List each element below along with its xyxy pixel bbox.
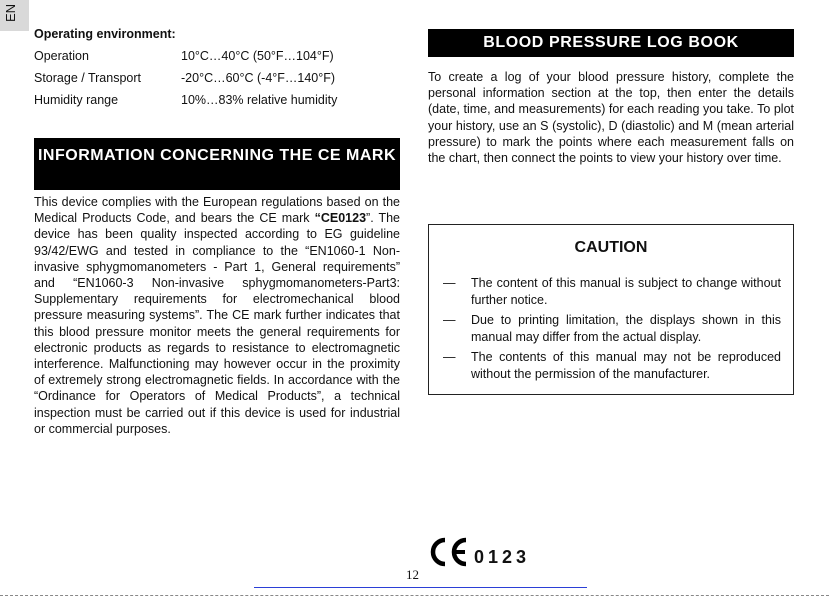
caution-list: [443, 275, 781, 386]
ce-mark-code: “CE0123: [314, 211, 367, 226]
caution-dash: —: [443, 276, 456, 290]
log-book-body: To create a log of your blood pressure history, complete the personal information section at the top, then enter the details (date, time, and measurements) for each reading you take. To plot your history, use an S (systolic), D (diastolic) and M (mean arterial pressure) to mark the points where each measurement falls on the chart, then connect the points to view your history over time.: [428, 70, 794, 166]
caution-item: [443, 312, 781, 346]
caution-dash: —: [443, 350, 456, 364]
page-number: 12: [406, 567, 419, 582]
log-book-heading: BLOOD PRESSURE LOG BOOK: [428, 29, 794, 57]
environment-label: Storage / Transport: [34, 71, 142, 85]
caution-item-text: The content of this manual is subject to change without further notice.: [471, 276, 781, 307]
environment-value: 10°C…40°C (50°F…104°F): [181, 49, 334, 63]
ce-notified-body-number: 0123: [474, 547, 531, 567]
ce-body-rest: ”. The device has been quality inspected according to EG guideline 93/42/EWG and tested in compliance to the “EN1060-1 Non-invasive sphygmomanometers - Part 1, General requirements” and “EN1060-3 Non-invasive sphygmomanometers-Part3: Supplementary requirements for electromechanical blood pressure measuring systems”. The CE mark further indicates that this blood pressure monitor meets the general requirements for electronic products as regards to resistance to electromagnetic interference. Malfunctioning may however occur in the proximity of extremely strong electromagnetic fields. In accordance with the “Ordinance for Operators of Medical Products”, a technical inspection must be carried out if this device is used for industrial or commercial purposes.: [34, 211, 401, 436]
environment-value: -20°C…60°C (-4°F…140°F): [181, 71, 336, 85]
environment-label: Humidity range: [34, 93, 119, 107]
caution-title: CAUTION: [574, 239, 648, 256]
environment-row: [34, 71, 337, 93]
caution-item: [443, 275, 781, 309]
ce-section-body: [34, 194, 400, 437]
footer-divider: [254, 587, 587, 588]
caution-dash: —: [443, 313, 456, 327]
caution-item-text: Due to printing limitation, the displays shown in this manual may differ from the actual display.: [471, 313, 781, 344]
ce-body-intro: This device complies with the European regulations based on the Medical Products Code, and bears the CE mark: [34, 195, 400, 226]
ce-section-heading: INFORMATION CONCERNING THE CE MARK: [34, 138, 400, 190]
environment-table: [34, 49, 337, 115]
ce-mark-icon: [428, 537, 470, 567]
environment-row: [34, 49, 337, 71]
caution-item-text: The contents of this manual may not be reproduced without the permission of the manufacturer.: [471, 350, 781, 381]
language-code: EN: [3, 3, 18, 22]
environment-value: 10%…83% relative humidity: [181, 93, 338, 107]
environment-title: Operating environment:: [34, 27, 176, 41]
page-bottom-rule: [0, 595, 829, 596]
environment-label: Operation: [34, 49, 89, 63]
caution-box: [428, 224, 794, 395]
caution-item: [443, 349, 781, 383]
environment-row: [34, 93, 337, 115]
language-tab: [0, 0, 29, 31]
